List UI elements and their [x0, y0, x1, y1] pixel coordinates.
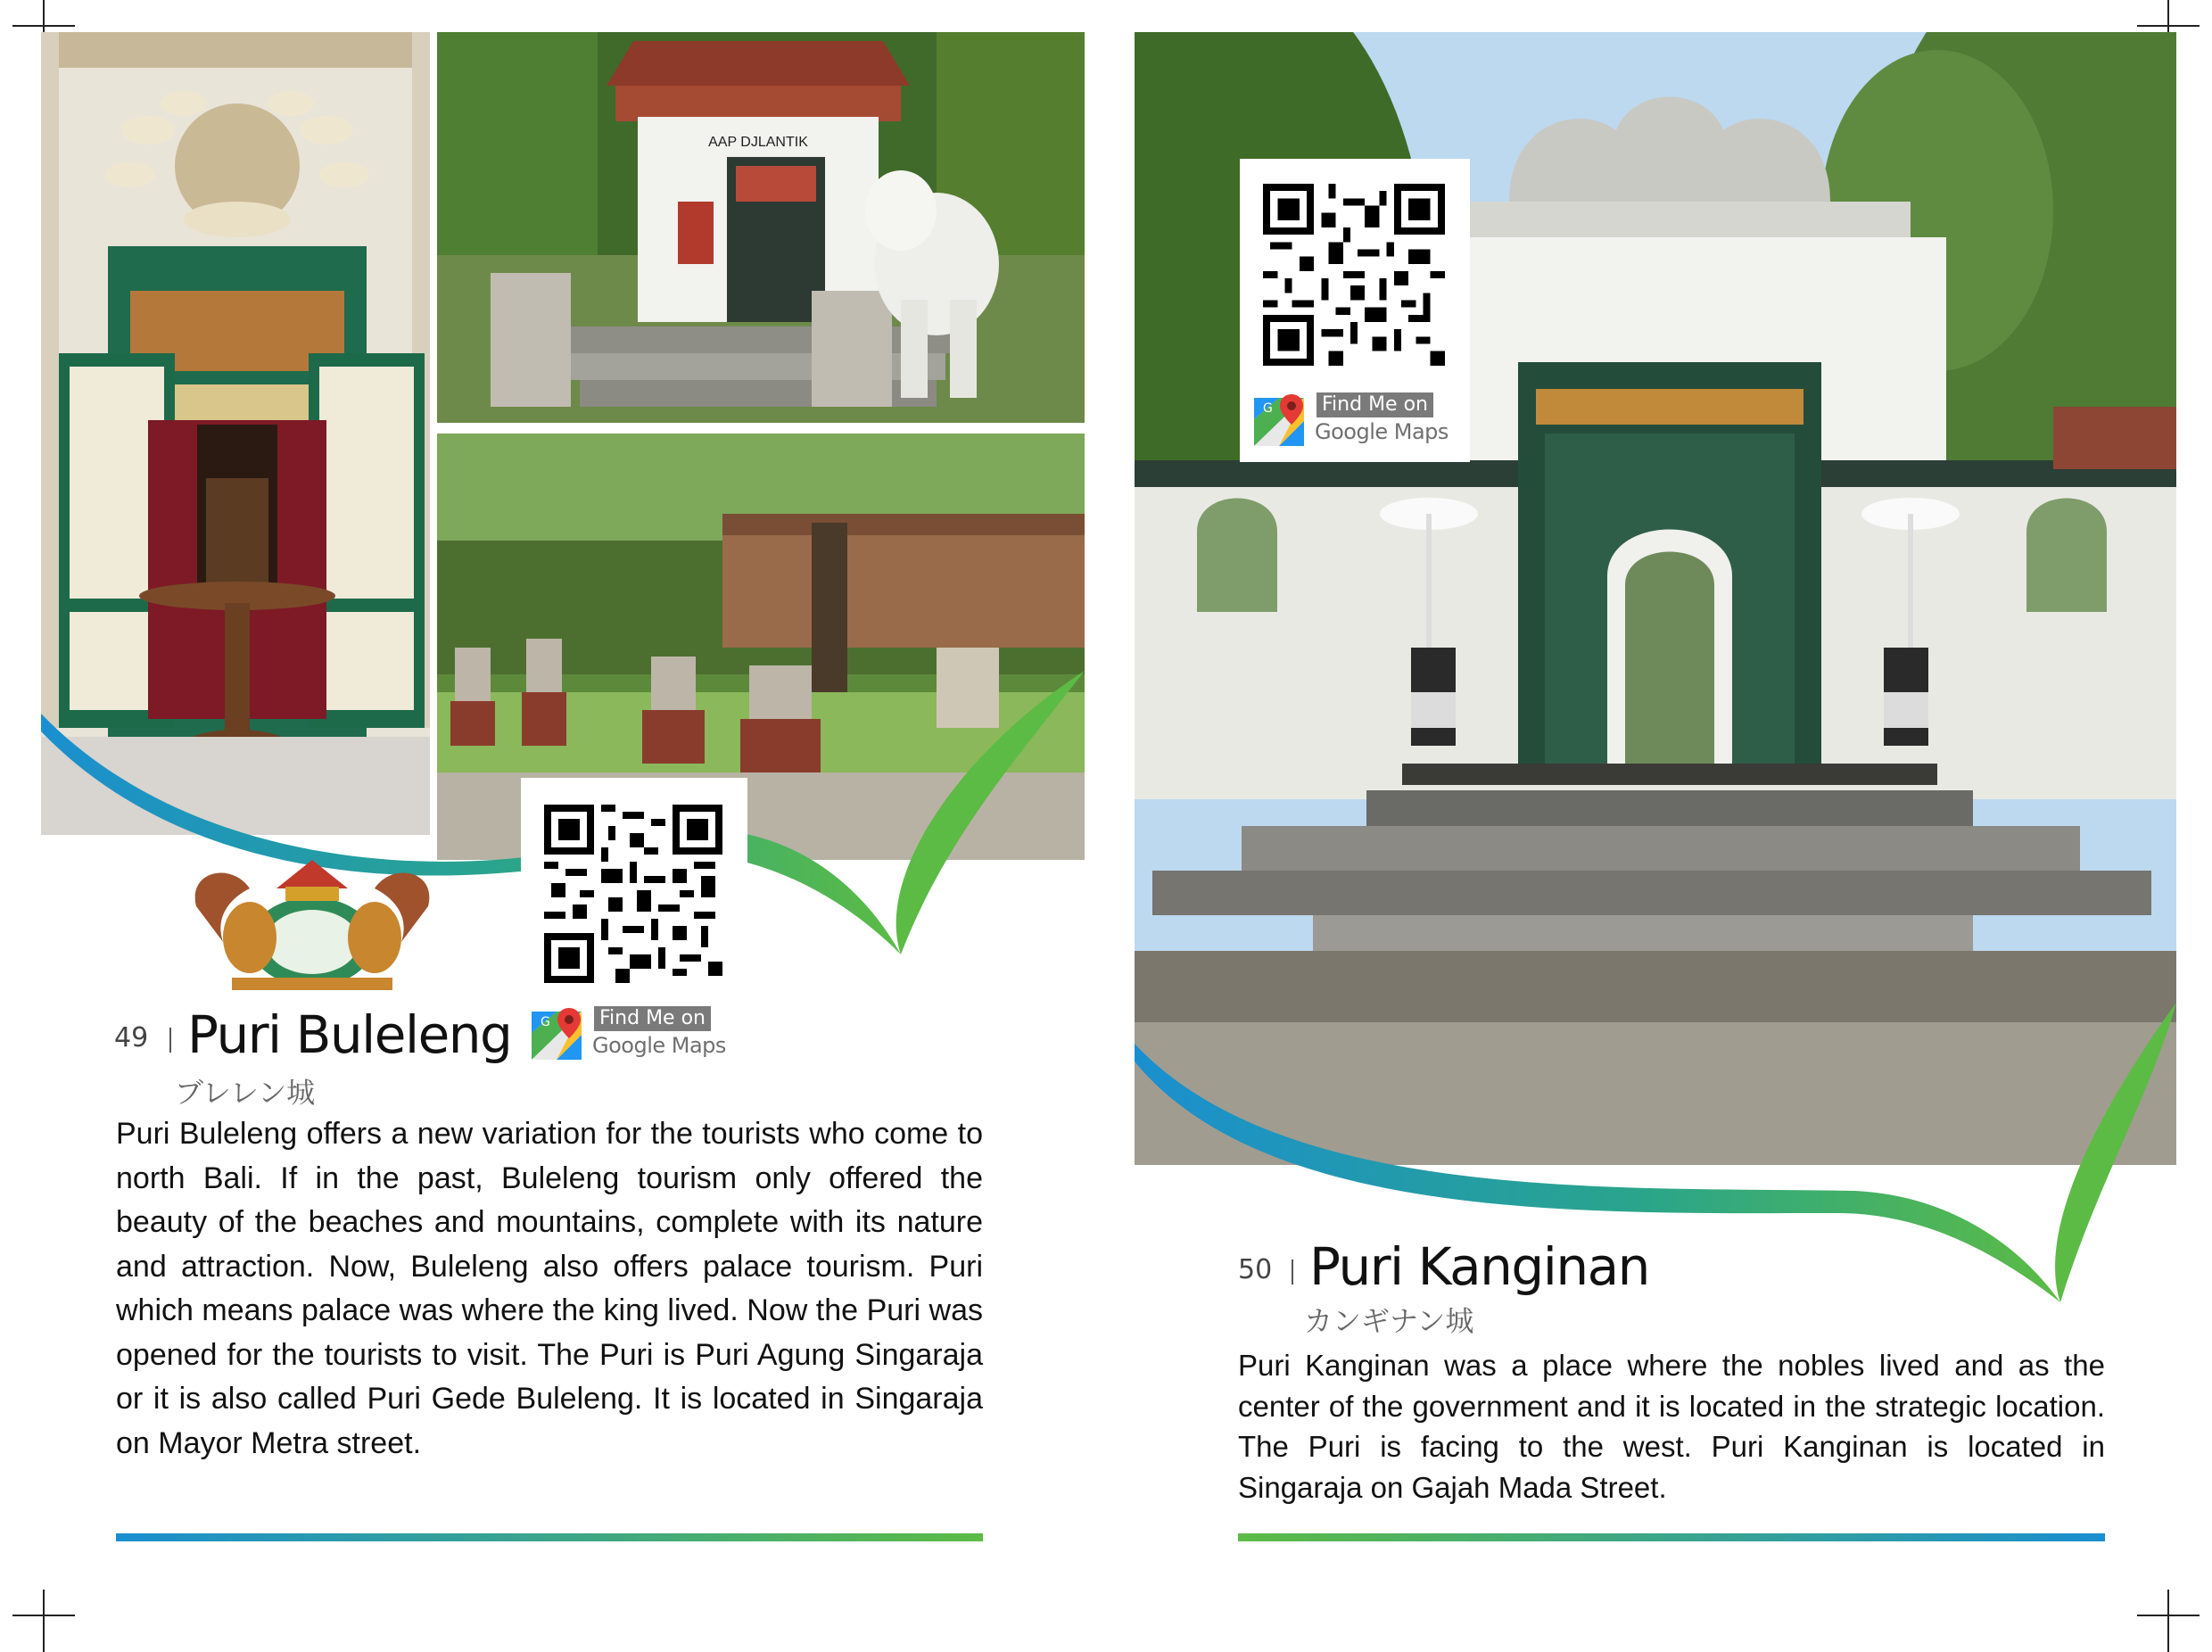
gate-sign-text: AAP DJLANTIK: [708, 135, 808, 150]
body-text-kanginan: Puri Kanginan was a place where the nobles lived and as the center of the government and it is located in the strategic location. The Puri is facing to the west. Puri Kanginan is located in Singaraja on Gajah Mada Street.: [1238, 1349, 2105, 1504]
google-maps-badge-kanginan[interactable]: [1252, 392, 1466, 451]
google-maps-badge-buleleng[interactable]: [530, 1006, 744, 1065]
number-separator: [1292, 1260, 1293, 1284]
page-title-puri-kanginan: Puri Kanginan: [1309, 1236, 1649, 1297]
body-text-buleleng: Puri Buleleng offers a new variation for the tourists who come to north Bali. If in the past, Buleleng tourism only offered the beauty of the beaches and mountains, complete with its nature and attraction. Now, Buleleng also offers palace tourism. Puri which means palace was where the king lived. Now the Puri was opened for the tourists to visit. The Puri is Puri Agung Singaraja or it is also called Puri Gede Buleleng. It is located in Singaraja on Mayor Metra street.: [116, 1117, 983, 1460]
number-separator: [169, 1028, 171, 1053]
page-number-50: 50: [1238, 1254, 1273, 1285]
svg-text:G: G: [1263, 401, 1273, 416]
maps-badge-line2: Google Maps: [592, 1033, 726, 1058]
title-japanese-buleleng: ブレレン城: [175, 1076, 316, 1110]
google-maps-icon: [1252, 392, 1308, 448]
svg-text:G: G: [541, 1015, 550, 1029]
bottom-rule-right: [1238, 1533, 2105, 1541]
swoosh-decoration-right: [1124, 990, 2194, 1311]
photo-gate-aap-djlantik: [437, 32, 1085, 423]
maps-badge-line2: Google Maps: [1315, 419, 1449, 444]
page-title-puri-buleleng: Puri Buleleng: [187, 1004, 512, 1065]
page-number-49: 49: [114, 1022, 149, 1053]
qr-code-puri-buleleng[interactable]: [521, 778, 747, 990]
qr-code-puri-kanginan[interactable]: [1240, 159, 1470, 462]
title-japanese-kanginan: カンギナン城: [1304, 1304, 1474, 1338]
royal-crest-logo: [178, 853, 446, 995]
maps-badge-line1: Find Me on: [1316, 392, 1433, 417]
bottom-rule-left: [116, 1533, 983, 1541]
google-maps-icon: [530, 1006, 585, 1061]
maps-badge-line1: Find Me on: [594, 1006, 711, 1031]
